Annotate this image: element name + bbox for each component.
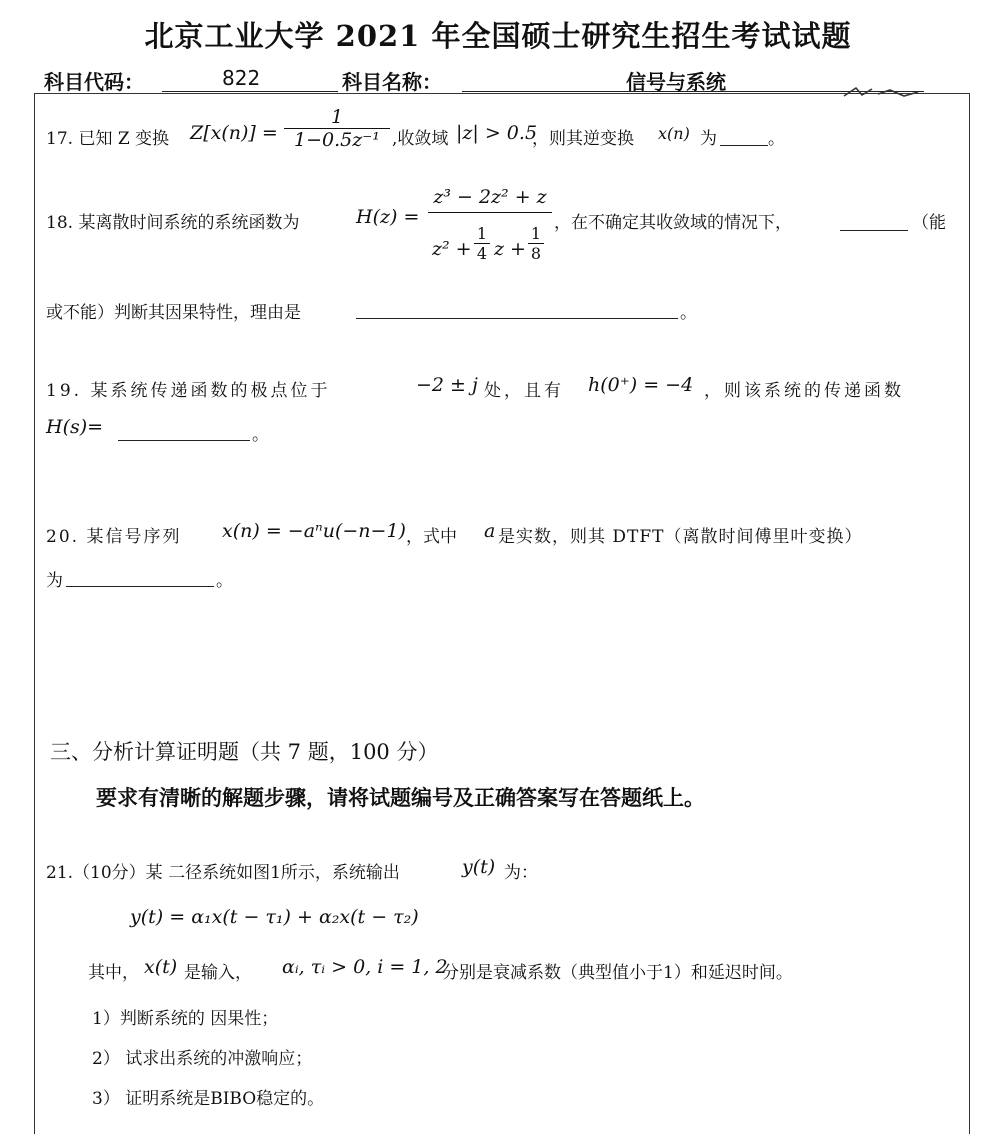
subject-code-underline (162, 91, 338, 92)
q21-desc-x: x(t) (144, 956, 178, 978)
q19-answer-blank (118, 440, 250, 441)
q20-mid2: 是实数，则其 DTFT（离散时间傅里叶变换） (498, 527, 863, 547)
section3-instruction: 要求有清晰的解题步骤，请将试题编号及正确答案写在答题纸上。 (96, 785, 705, 810)
q17-numerator: 1 (330, 106, 344, 128)
q21-desc-b: 是输入， (184, 963, 252, 983)
q17-tail: 为 (700, 129, 717, 149)
q19-mid: 处，且有 (484, 381, 564, 401)
q18-numerator: z³ − 2z² + z (433, 186, 547, 208)
q18-prefix: 18. 某离散时间系统的系统函数为 (46, 213, 300, 233)
q18-fraction (428, 186, 552, 213)
q20-end: 。 (216, 571, 233, 591)
q18-fraction-bar (428, 212, 552, 213)
q18-den-frac2-num: 1 (530, 224, 542, 243)
q17-lhs: Z[x(n)] = (190, 122, 278, 144)
subject-code-label: 科目代码： (44, 70, 144, 94)
q19-prefix: 19. 某系统传递函数的极点位于 (46, 381, 331, 401)
q17-suffix: ，则其逆变换 (532, 129, 634, 149)
q17-answer-blank (720, 145, 768, 146)
q17-xn: x(n) (658, 124, 690, 143)
q17-denominator: 1−0.5z⁻¹ (294, 129, 380, 151)
q18-den-frac1-num: 1 (476, 224, 488, 243)
q20-expr: x(n) = −aⁿu(−n−1) (222, 520, 406, 542)
q20-prefix: 20. 某信号序列 (46, 527, 182, 547)
q18-den-frac1-den: 4 (476, 244, 488, 263)
q21-item-2: 2） 试求出系统的冲激响应； (92, 1049, 313, 1069)
q18-den-frac2-den: 8 (530, 244, 542, 263)
q21-formula: y(t) = α₁x(t − τ₁) + α₂x(t − τ₂) (130, 906, 419, 928)
q20-line2: 为 (46, 571, 63, 591)
q17-prefix: 17. 已知 Z 变换 (46, 129, 170, 149)
q21-desc-a: 其中， (88, 963, 139, 983)
subject-name-value: 信号与系统 (626, 70, 726, 94)
q17-fraction (284, 106, 390, 151)
q18-line2: 或不能）判断其因果特性，理由是 (46, 303, 301, 323)
q18-den-frac2 (528, 224, 544, 263)
section3-title: 三、分析计算证明题（共 7 题，100 分） (50, 740, 439, 764)
q17-roc-expr: |z| > 0.5 (456, 122, 538, 144)
q17-end: 。 (768, 129, 785, 149)
q18-den-frac1 (474, 224, 490, 263)
q18-answer-blank-1 (840, 230, 908, 231)
q19-suffix: ，则该系统的传递函数 (704, 381, 904, 401)
q19-cond: h(0⁺) = −4 (588, 374, 694, 396)
q21-prefix: 21.（10分）某 二径系统如图1所示，系统输出 (46, 863, 400, 883)
q19-poles: −2 ± j (416, 374, 478, 396)
q21-yt: y(t) (462, 856, 496, 878)
q21-item-3: 3） 证明系统是BIBO稳定的。 (92, 1089, 325, 1109)
q21-desc-d: 分别是衰减系数（典型值小于1）和延迟时间。 (442, 963, 793, 983)
q21-tail: 为： (504, 863, 538, 883)
q19-hs: H(s)= (46, 416, 104, 438)
q20-answer-blank (66, 586, 214, 587)
exam-title: 北京工业大学 2021 年全国硕士研究生招生考试试题 (144, 19, 852, 53)
subject-code-value: 822 (222, 66, 261, 90)
q18-suffix: ，在不确定其收敛域的情况下， (554, 213, 792, 233)
subject-name-label: 科目名称： (342, 70, 442, 94)
q20-a: a (484, 520, 496, 542)
q18-den-b: z + (494, 238, 526, 260)
q20-mid: ，式中 (406, 527, 457, 547)
q19-end: 。 (252, 425, 269, 445)
q18-den-a: z² + (432, 238, 472, 260)
q18-answer-blank-2 (356, 318, 678, 319)
q21-desc-c: αᵢ, τᵢ > 0, i = 1, 2 (282, 956, 448, 978)
q21-item-1: 1）判断系统的 因果性； (92, 1009, 279, 1029)
q18-lhs: H(z) = (356, 206, 420, 228)
q18-tail: （能 (912, 213, 946, 233)
q17-roc-text: ,收敛域 (392, 129, 449, 149)
q18-end: 。 (680, 303, 697, 323)
